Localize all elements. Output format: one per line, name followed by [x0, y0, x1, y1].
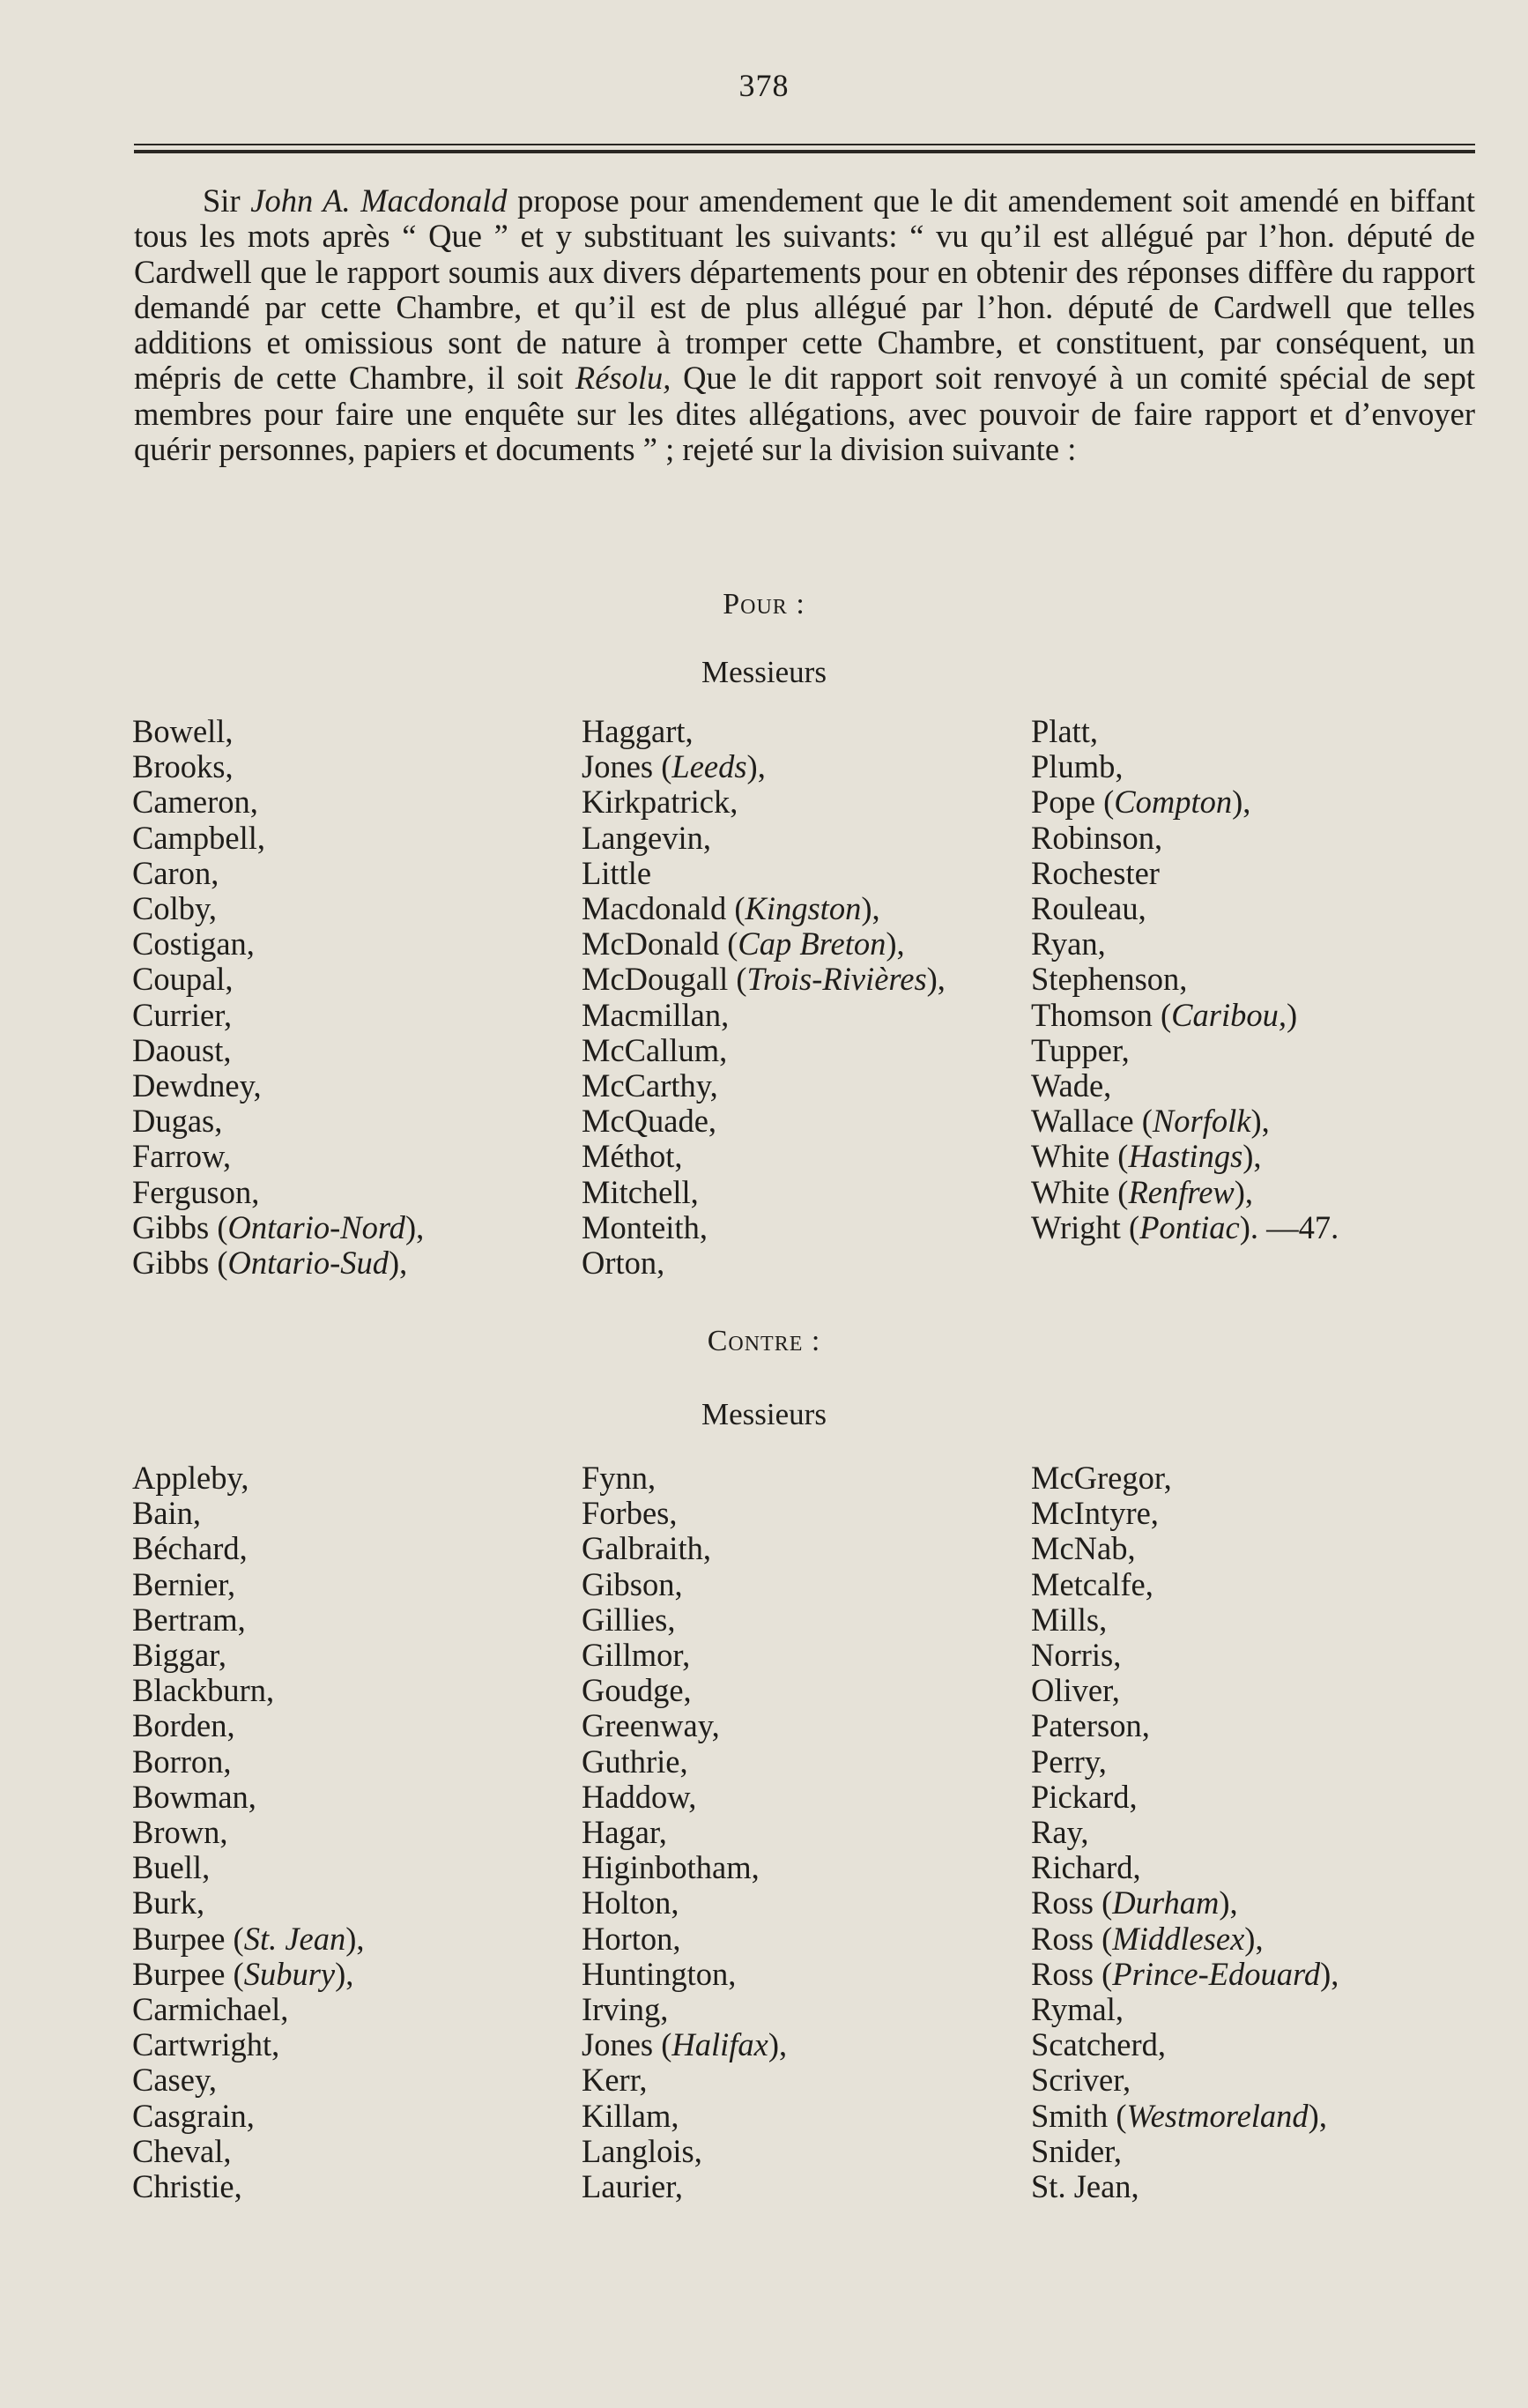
member-riding: Compton — [1114, 784, 1233, 821]
motion-resolu: Résolu, — [575, 360, 671, 397]
member-name: Huntington, — [582, 1955, 737, 1992]
pour-member — [132, 1175, 424, 1210]
pour-member — [582, 891, 946, 926]
contre-member — [582, 2134, 787, 2169]
pour-member — [132, 1210, 424, 1245]
contre-member — [132, 1850, 365, 1885]
pour-member — [132, 1068, 424, 1104]
member-riding: Durham — [1112, 1884, 1220, 1921]
member-name: Farrow, — [132, 1138, 232, 1175]
member-riding: Norfolk — [1152, 1103, 1251, 1140]
member-suffix: ), — [1242, 1138, 1262, 1175]
member-name: Norris, — [1031, 1637, 1122, 1674]
contre-member — [132, 1460, 365, 1496]
member-suffix: ) — [1287, 996, 1298, 1033]
pour-member — [582, 856, 946, 891]
member-name: Campbell, — [132, 819, 266, 856]
contre-member — [132, 1602, 365, 1638]
member-name: Gibbs ( — [132, 1245, 228, 1282]
member-name: Cheval, — [132, 2132, 232, 2169]
contre-member — [132, 1708, 365, 1743]
pour-member — [132, 784, 424, 820]
header-rule-bottom — [134, 150, 1475, 153]
contre-member — [1031, 1885, 1339, 1921]
member-name: Monteith, — [582, 1208, 708, 1245]
pour-messieurs: Messieurs — [701, 655, 827, 689]
pour-member — [1031, 821, 1339, 856]
member-name: Brown, — [132, 1814, 228, 1851]
pour-member — [582, 998, 946, 1033]
contre-member — [582, 1815, 787, 1850]
pour-heading: Pour : — [723, 588, 805, 621]
contre-member — [132, 2099, 365, 2134]
member-suffix: ), — [1234, 1173, 1254, 1210]
contre-member — [582, 1780, 787, 1815]
pour-member — [582, 926, 946, 962]
member-name: Borden, — [132, 1707, 235, 1744]
member-suffix: ), — [404, 1208, 425, 1245]
member-name: Bowman, — [132, 1778, 256, 1815]
member-name: Carmichael, — [132, 1991, 289, 2028]
member-name: Dewdney, — [132, 1067, 262, 1104]
member-name: Little — [582, 854, 652, 891]
member-name: Mitchell, — [582, 1173, 699, 1210]
contre-member — [582, 1885, 787, 1921]
contre-member — [132, 1567, 365, 1602]
member-name: Galbraith, — [582, 1530, 711, 1567]
member-name: Ross ( — [1031, 1884, 1113, 1921]
contre-member — [132, 2062, 365, 2098]
member-name: St. Jean, — [1031, 2168, 1139, 2205]
contre-column-2 — [582, 1460, 787, 2204]
pour-member — [132, 962, 424, 997]
contre-member — [1031, 1602, 1339, 1638]
member-name: Jones ( — [582, 2026, 672, 2063]
pour-member — [1031, 749, 1339, 784]
member-suffix: ), — [746, 748, 766, 785]
contre-member — [1031, 1673, 1339, 1708]
contre-member — [582, 1921, 787, 1957]
member-name: Metcalfe, — [1031, 1565, 1153, 1602]
member-name: Stephenson, — [1031, 961, 1188, 998]
member-riding: Hastings — [1128, 1138, 1243, 1175]
member-riding: St. Jean — [243, 1920, 346, 1957]
member-suffix: ), — [1250, 1103, 1270, 1140]
member-name: Casey, — [132, 2062, 217, 2099]
member-suffix: ), — [1244, 1920, 1264, 1957]
contre-member — [132, 1638, 365, 1673]
member-name: Fynn, — [582, 1460, 656, 1496]
member-riding: Renfrew — [1128, 1173, 1235, 1210]
member-name: Bernier, — [132, 1565, 236, 1602]
contre-member — [132, 1496, 365, 1531]
pour-member — [1031, 784, 1339, 820]
pour-member — [132, 998, 424, 1033]
contre-column-3 — [1031, 1460, 1339, 2204]
pour-member — [1031, 1139, 1339, 1174]
member-suffix: ), — [886, 925, 905, 962]
pour-member — [582, 1245, 946, 1281]
member-riding: Leeds — [671, 748, 747, 785]
contre-messieurs: Messieurs — [701, 1397, 827, 1431]
member-name: Thomson ( — [1031, 996, 1172, 1033]
member-riding: Westmoreland — [1126, 2097, 1309, 2134]
pour-member — [582, 714, 946, 749]
contre-member — [1031, 1957, 1339, 1992]
member-name: Scatcherd, — [1031, 2026, 1167, 2063]
pour-member — [132, 1104, 424, 1139]
contre-member — [1031, 2169, 1339, 2204]
pour-member — [1031, 1210, 1339, 1245]
member-name: Christie, — [132, 2168, 242, 2205]
pour-member — [582, 1033, 946, 1068]
member-riding: Trois-Rivières — [746, 961, 927, 998]
member-name: Macdonald ( — [582, 890, 745, 927]
member-name: Bowell, — [132, 713, 234, 749]
member-suffix: ). —47. — [1239, 1208, 1339, 1245]
motion-intro: Sir — [203, 182, 251, 219]
contre-member — [132, 2169, 365, 2204]
contre-member — [582, 1460, 787, 1496]
member-name: Daoust, — [132, 1031, 232, 1068]
pour-member — [582, 1104, 946, 1139]
member-name: Paterson, — [1031, 1707, 1150, 1744]
member-name: Wright ( — [1031, 1208, 1140, 1245]
pour-member — [132, 891, 424, 926]
member-name: Scriver, — [1031, 2062, 1131, 2099]
member-name: Rochester — [1031, 854, 1160, 891]
member-suffix: ), — [1320, 1955, 1339, 1992]
member-name: Brooks, — [132, 748, 234, 785]
member-name: Snider, — [1031, 2132, 1122, 2169]
member-name: McIntyre, — [1031, 1495, 1159, 1532]
member-suffix: ), — [926, 961, 946, 998]
member-name: Mills, — [1031, 1601, 1108, 1638]
pour-column-1 — [132, 714, 424, 1281]
member-name: McCallum, — [582, 1031, 728, 1068]
member-name: Holton, — [582, 1884, 679, 1921]
member-riding: Caribou, — [1171, 996, 1287, 1033]
contre-member — [582, 1531, 787, 1566]
pour-member — [1031, 891, 1339, 926]
member-name: Pickard, — [1031, 1778, 1138, 1815]
contre-member — [1031, 1567, 1339, 1602]
contre-member — [132, 2134, 365, 2169]
member-name: Haggart, — [582, 713, 694, 749]
member-name: Méthot, — [582, 1138, 683, 1175]
contre-member — [582, 1744, 787, 1780]
contre-member — [132, 1673, 365, 1708]
header-rule-top — [134, 144, 1475, 145]
member-name: Jones ( — [582, 748, 672, 785]
member-name: Orton, — [582, 1245, 665, 1282]
member-name: Burpee ( — [132, 1955, 244, 1992]
contre-member — [582, 1673, 787, 1708]
contre-member — [1031, 1496, 1339, 1531]
pour-member — [1031, 1033, 1339, 1068]
page-number: 378 — [738, 68, 790, 103]
member-name: Costigan, — [132, 925, 255, 962]
contre-member — [132, 1957, 365, 1992]
pour-member — [582, 821, 946, 856]
contre-member — [582, 2062, 787, 2098]
contre-member — [582, 1850, 787, 1885]
member-name: Caron, — [132, 854, 219, 891]
member-name: Perry, — [1031, 1743, 1107, 1780]
pour-member — [582, 1175, 946, 1210]
member-name: Kirkpatrick, — [582, 784, 738, 821]
contre-member — [1031, 1531, 1339, 1566]
member-name: McQuade, — [582, 1103, 717, 1140]
member-suffix: ), — [1219, 1884, 1238, 1921]
contre-column-1 — [132, 1460, 365, 2204]
member-name: Haddow, — [582, 1778, 697, 1815]
member-name: Robinson, — [1031, 819, 1163, 856]
member-name: Currier, — [132, 996, 233, 1033]
member-name: Wallace ( — [1031, 1103, 1153, 1140]
member-name: Richard, — [1031, 1849, 1141, 1886]
pour-member — [582, 749, 946, 784]
member-name: Forbes, — [582, 1495, 678, 1532]
member-name: Langlois, — [582, 2132, 702, 2169]
member-name: Killam, — [582, 2097, 679, 2134]
member-name: Biggar, — [132, 1637, 227, 1674]
member-name: McDonald ( — [582, 925, 738, 962]
member-riding: Subury — [243, 1955, 336, 1992]
pour-member — [582, 1068, 946, 1104]
member-name: Hagar, — [582, 1814, 667, 1851]
member-name: McDougall ( — [582, 961, 747, 998]
contre-member — [1031, 1638, 1339, 1673]
pour-member — [132, 1245, 424, 1281]
member-name: Coupal, — [132, 961, 234, 998]
contre-member — [1031, 2062, 1339, 2098]
contre-member — [132, 1885, 365, 1921]
pour-member — [132, 856, 424, 891]
contre-member — [1031, 2027, 1339, 2062]
member-riding: Pontiac — [1139, 1208, 1240, 1245]
member-name: McCarthy, — [582, 1067, 718, 1104]
member-name: Smith ( — [1031, 2097, 1127, 2134]
member-name: Dugas, — [132, 1103, 223, 1140]
contre-member — [132, 1780, 365, 1815]
member-name: Laurier, — [582, 2168, 684, 2205]
contre-member — [1031, 1850, 1339, 1885]
contre-member — [582, 2099, 787, 2134]
contre-member — [582, 1708, 787, 1743]
pour-member — [582, 962, 946, 997]
member-name: Plumb, — [1031, 748, 1124, 785]
member-name: Rouleau, — [1031, 890, 1146, 927]
member-name: Bertram, — [132, 1601, 246, 1638]
pour-column-3 — [1031, 714, 1339, 1245]
pour-member — [1031, 1104, 1339, 1139]
member-name: Irving, — [582, 1991, 669, 2028]
contre-member — [132, 1992, 365, 2027]
member-riding: Cap Breton — [738, 925, 886, 962]
contre-member — [1031, 1708, 1339, 1743]
member-name: Ryan, — [1031, 925, 1106, 962]
member-name: Macmillan, — [582, 996, 730, 1033]
member-name: Colby, — [132, 890, 217, 927]
member-name: Borron, — [132, 1743, 232, 1780]
contre-member — [582, 2169, 787, 2204]
contre-heading: Contre : — [707, 1325, 821, 1357]
contre-member — [582, 2027, 787, 2062]
pour-member — [1031, 998, 1339, 1033]
contre-member — [132, 1815, 365, 1850]
motion-text: propose pour amendement que le dit amendement soit amendé en biffant tous les mots après “ Que ” et y substituant les suivants: “ vu qu’il est allégué par l’hon. député de Cardwell que le rapport soumis aux divers départements pour en obtenir des réponses diffère du rapport demandé par cette Chambre, et qu’il est de plus allégué par l’hon. député de Cardwell que telles additions et omissious sont de nature à tromper cette Chambre, et constituent, par conséquent, un mépris de cette Chambre, il soit — [134, 182, 1475, 397]
contre-member — [582, 1496, 787, 1531]
member-suffix: ), — [1232, 784, 1251, 821]
member-suffix: ), — [335, 1955, 354, 1992]
member-name: Ross ( — [1031, 1920, 1113, 1957]
pour-member — [132, 749, 424, 784]
contre-member — [582, 1567, 787, 1602]
member-name: Cartwright, — [132, 2026, 280, 2063]
member-name: Greenway, — [582, 1707, 720, 1744]
member-name: Ross ( — [1031, 1955, 1113, 1992]
contre-member — [1031, 1460, 1339, 1496]
contre-member — [582, 1992, 787, 2027]
member-riding: Middlesex — [1112, 1920, 1245, 1957]
member-name: Gillies, — [582, 1601, 676, 1638]
contre-member — [132, 2027, 365, 2062]
contre-member — [1031, 1744, 1339, 1780]
member-name: Pope ( — [1031, 784, 1115, 821]
member-name: Oliver, — [1031, 1672, 1120, 1709]
member-name: Béchard, — [132, 1530, 248, 1567]
member-name: Cameron, — [132, 784, 258, 821]
motion-text-end: Que le dit rapport soit renvoyé à un comité spécial de sept membres pour faire une enquête sur les dites allégations, avec pouvoir de faire rapport et d’envoyer quérir personnes, papiers et documents ” ; rejeté sur la division suivante : — [134, 360, 1475, 468]
contre-member — [1031, 1921, 1339, 1957]
member-name: Langevin, — [582, 819, 711, 856]
pour-member — [132, 1139, 424, 1174]
member-name: Casgrain, — [132, 2097, 255, 2134]
pour-member — [1031, 856, 1339, 891]
member-name: Burk, — [132, 1884, 205, 1921]
pour-member — [132, 1033, 424, 1068]
pour-member — [582, 1210, 946, 1245]
pour-member — [1031, 962, 1339, 997]
contre-member — [132, 1744, 365, 1780]
member-name: Wade, — [1031, 1067, 1112, 1104]
member-name: Platt, — [1031, 713, 1099, 749]
member-suffix: ), — [861, 890, 880, 927]
member-name: Tupper, — [1031, 1031, 1130, 1068]
member-name: Gibbs ( — [132, 1208, 228, 1245]
member-riding: Prince-Edouard — [1112, 1955, 1321, 1992]
member-name: Ferguson, — [132, 1173, 260, 1210]
pour-member — [1031, 1068, 1339, 1104]
member-name: Buell, — [132, 1849, 211, 1886]
contre-member — [1031, 2099, 1339, 2134]
member-name: Guthrie, — [582, 1743, 688, 1780]
motion-paragraph — [134, 183, 1475, 467]
member-name: Goudge, — [582, 1672, 692, 1709]
member-name: Horton, — [582, 1920, 681, 1957]
contre-member — [132, 1921, 365, 1957]
member-riding: Halifax — [671, 2026, 768, 2063]
pour-member — [132, 714, 424, 749]
member-name: Bain, — [132, 1495, 202, 1532]
member-name: Gibson, — [582, 1565, 683, 1602]
pour-member — [132, 821, 424, 856]
member-riding: Kingston — [745, 890, 862, 927]
member-name: Ray, — [1031, 1814, 1089, 1851]
member-riding: Ontario-Sud — [227, 1245, 389, 1282]
pour-member — [132, 926, 424, 962]
member-name: Higinbotham, — [582, 1849, 760, 1886]
pour-member — [1031, 1175, 1339, 1210]
member-name: White ( — [1031, 1138, 1129, 1175]
member-riding: Ontario-Nord — [227, 1208, 405, 1245]
member-suffix: ), — [345, 1920, 365, 1957]
pour-member — [1031, 714, 1339, 749]
member-name: McNab, — [1031, 1530, 1136, 1567]
contre-member — [1031, 1780, 1339, 1815]
contre-member — [582, 1957, 787, 1992]
contre-member — [1031, 2134, 1339, 2169]
pour-member — [582, 784, 946, 820]
pour-member — [582, 1139, 946, 1174]
member-name: Blackburn, — [132, 1672, 275, 1709]
member-suffix: ), — [1308, 2097, 1327, 2134]
contre-member — [582, 1638, 787, 1673]
contre-member — [582, 1602, 787, 1638]
contre-member — [1031, 1815, 1339, 1850]
member-name: Burpee ( — [132, 1920, 244, 1957]
contre-member — [1031, 1992, 1339, 2027]
member-name: Rymal, — [1031, 1991, 1124, 2028]
member-name: Appleby, — [132, 1460, 249, 1496]
member-suffix: ), — [388, 1245, 408, 1282]
motion-mover: John A. Macdonald — [250, 182, 508, 219]
contre-member — [132, 1531, 365, 1566]
pour-member — [1031, 926, 1339, 962]
member-name: Kerr, — [582, 2062, 648, 2099]
member-name: McGregor, — [1031, 1460, 1172, 1496]
member-name: Gillmor, — [582, 1637, 691, 1674]
pour-column-2 — [582, 714, 946, 1281]
member-name: White ( — [1031, 1173, 1129, 1210]
member-suffix: ), — [768, 2026, 788, 2063]
